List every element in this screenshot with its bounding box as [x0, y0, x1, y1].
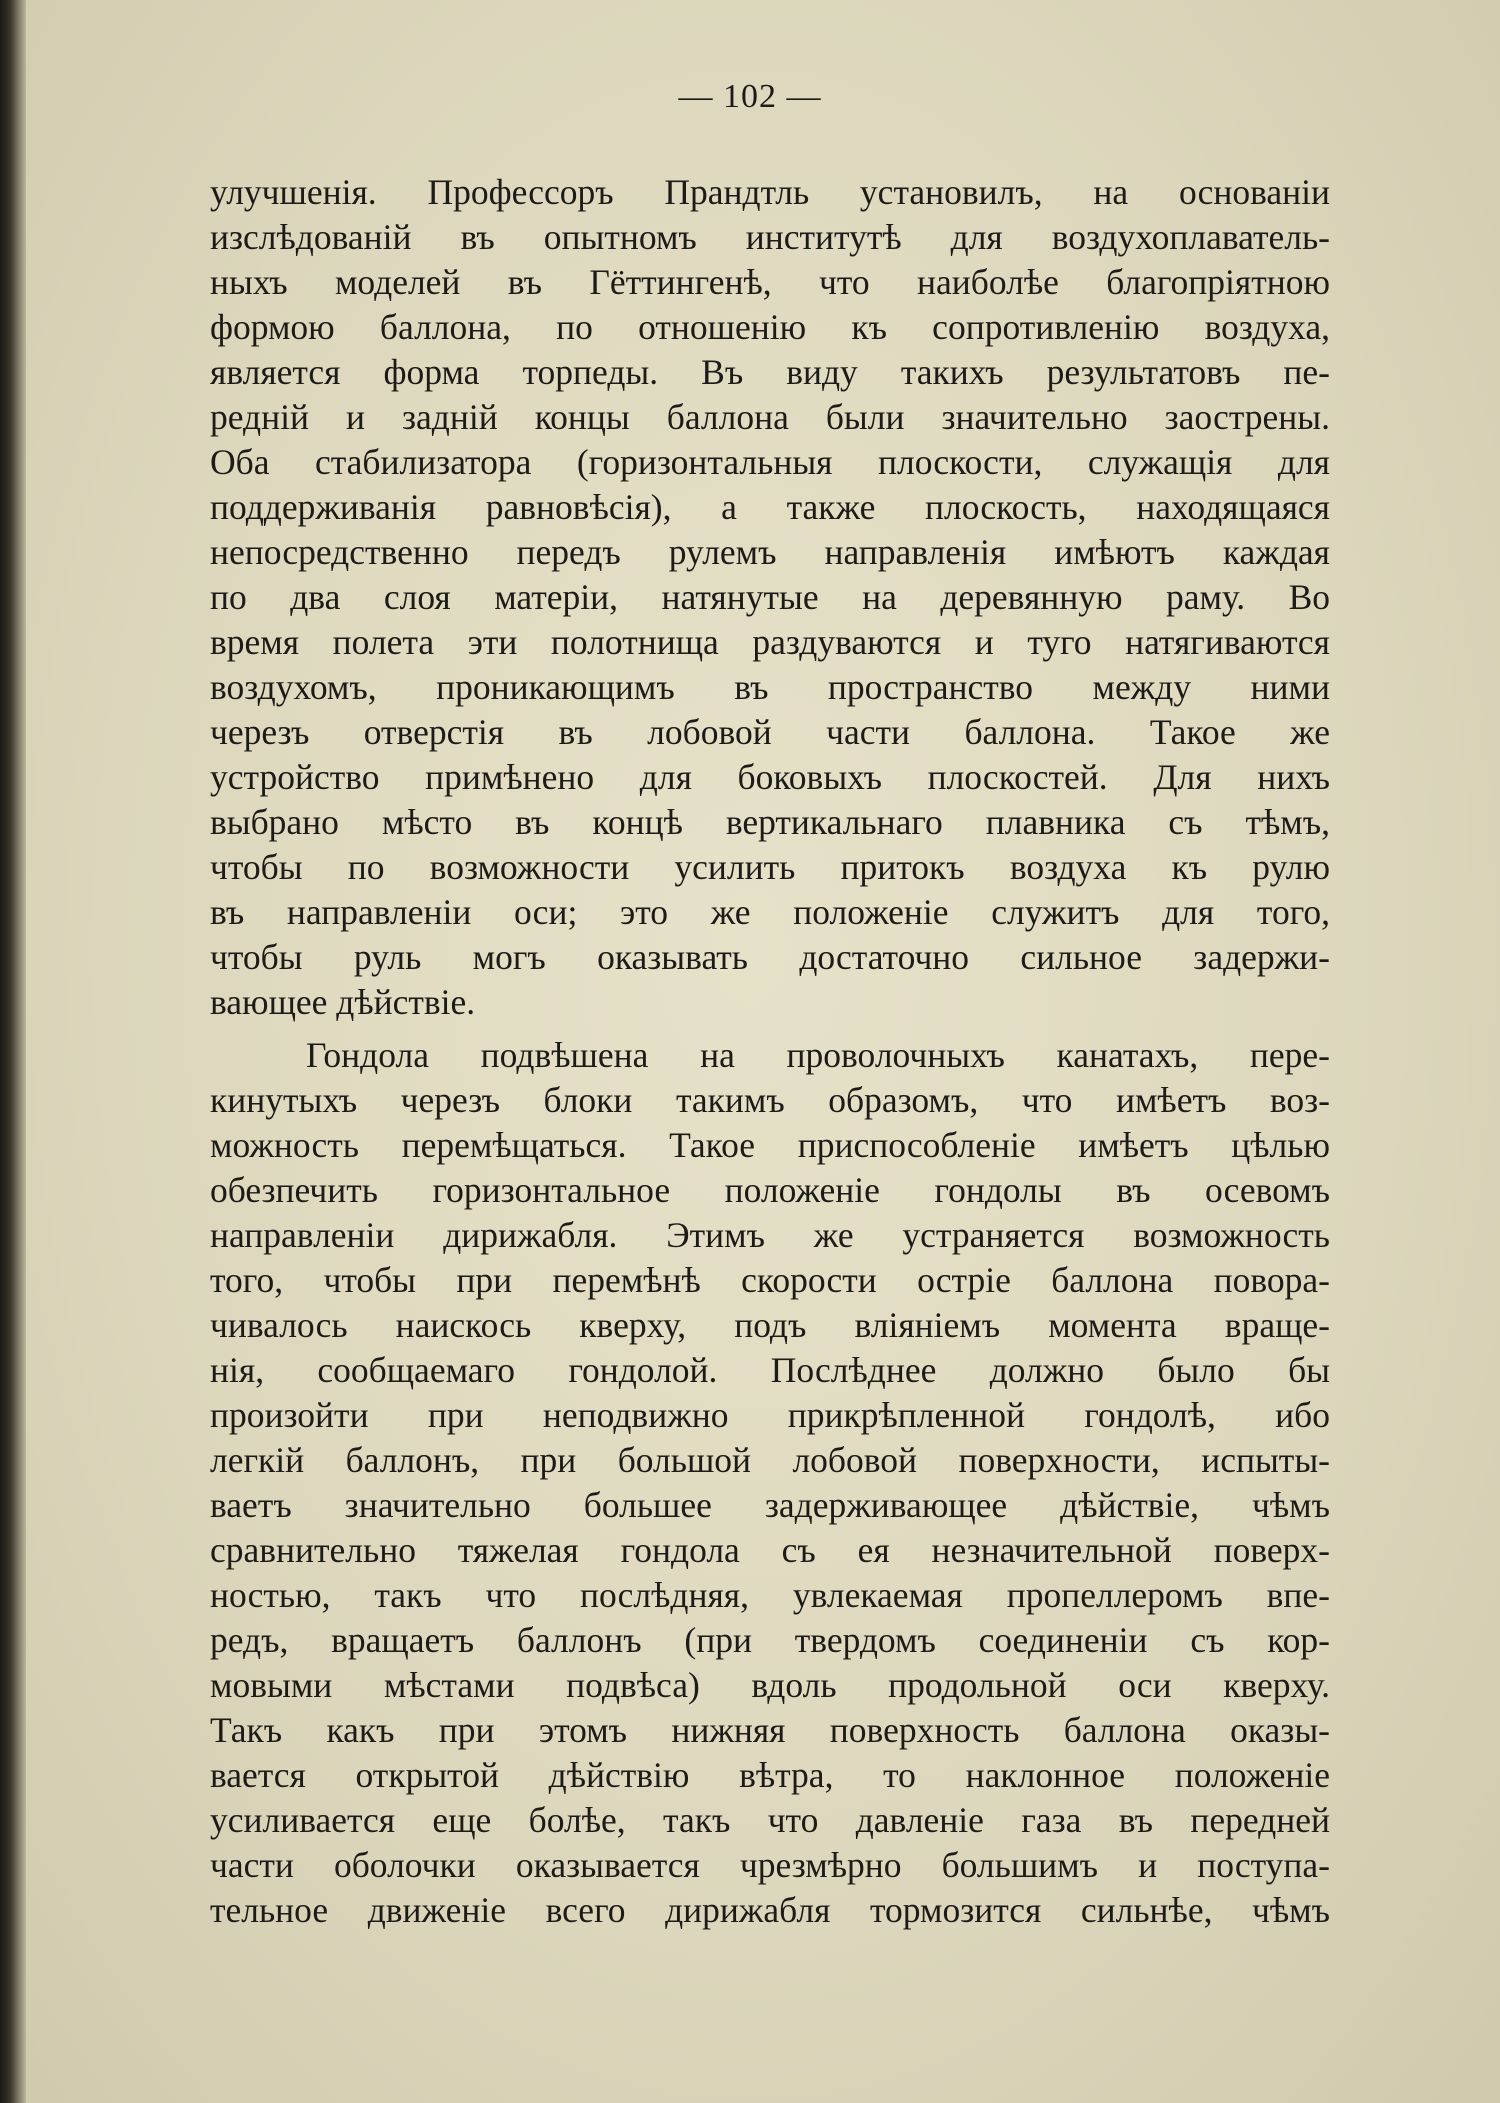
paragraph-spacer — [210, 1025, 1330, 1033]
text-line: по два слоя матеріи, натянутые на деревянную раму. Во — [210, 577, 1330, 617]
text-line: обезпечить горизонтальное положеніе гондолы въ осевомъ — [210, 1170, 1330, 1210]
text-line: мовыми мѣстами подвѣса) вдоль продольной оси кверху. — [210, 1665, 1330, 1705]
text-line: усиливается еще болѣе, такъ что давленіе газа въ передней — [210, 1800, 1330, 1840]
text-line: редній и задній концы баллона были значительно заострены. — [210, 397, 1330, 437]
text-line: формою баллона, по отношенію къ сопротивленію воздуха, — [210, 307, 1330, 347]
text-line: время полета эти полотнища раздуваются и туго натягиваются — [210, 622, 1330, 662]
text-line: улучшенія. Профессоръ Прандтль установилъ, на основаніи — [210, 172, 1330, 212]
page-number: — 102 — — [678, 78, 822, 115]
text-line: вается открытой дѣйствію вѣтра, то наклонное положеніе — [210, 1755, 1330, 1795]
text-line: произойти при неподвижно прикрѣпленной гондолѣ, ибо — [210, 1395, 1330, 1435]
text-line: ныхъ моделей въ Гёттингенѣ, что наиболѣе благопріятною — [210, 262, 1330, 302]
text-line: въ направленіи оси; это же положеніе служитъ для того, — [210, 892, 1330, 932]
paragraph-2 — [210, 1033, 1330, 1933]
body-text — [210, 170, 1330, 1933]
page-binding-edge — [0, 0, 26, 2103]
text-line: сравнительно тяжелая гондола съ ея незначительной поверх- — [210, 1530, 1330, 1570]
text-line: того, чтобы при перемѣнѣ скорости остріе баллона повора- — [210, 1260, 1330, 1300]
text-line: чивалось наискось кверху, подъ вліяніемъ момента враще- — [210, 1305, 1330, 1345]
text-line: поддерживанія равновѣсія), а также плоскость, находящаяся — [210, 487, 1330, 527]
text-line: можность перемѣщаться. Такое приспособленіе имѣетъ цѣлью — [210, 1125, 1330, 1165]
text-line: воздухомъ, проникающимъ въ пространство между ними — [210, 667, 1330, 707]
text-line: является форма торпеды. Въ виду такихъ результатовъ пе- — [210, 352, 1330, 392]
text-line: тельное движеніе всего дирижабля тормозится сильнѣе, чѣмъ — [210, 1890, 1330, 1930]
text-line: черезъ отверстія въ лобовой части баллона. Такое же — [210, 712, 1330, 752]
paragraph-1 — [210, 170, 1330, 1025]
text-line: ваетъ значительно большее задерживающее дѣйствіе, чѣмъ — [210, 1485, 1330, 1525]
text-line: части оболочки оказывается чрезмѣрно большимъ и поступа- — [210, 1845, 1330, 1885]
text-line: нія, сообщаемаго гондолой. Послѣднее должно было бы — [210, 1350, 1330, 1390]
text-line: устройство примѣнено для боковыхъ плоскостей. Для нихъ — [210, 757, 1330, 797]
text-line: чтобы руль могъ оказывать достаточно сильное задержи- — [210, 937, 1330, 977]
text-line: легкій баллонъ, при большой лобовой поверхности, испыты- — [210, 1440, 1330, 1480]
text-line: редъ, вращаетъ баллонъ (при твердомъ соединеніи съ кор- — [210, 1620, 1330, 1660]
text-line: чтобы по возможности усилить притокъ воздуха къ рулю — [210, 847, 1330, 887]
text-line: Такъ какъ при этомъ нижняя поверхность баллона оказы- — [210, 1710, 1330, 1750]
text-line: Оба стабилизатора (горизонтальныя плоскости, служащія для — [210, 442, 1330, 482]
text-line: непосредственно передъ рулемъ направленія имѣютъ каждая — [210, 532, 1330, 572]
text-line: направленіи дирижабля. Этимъ же устраняется возможность — [210, 1215, 1330, 1255]
text-line: изслѣдованій въ опытномъ институтѣ для воздухоплаватель- — [210, 217, 1330, 257]
text-line: вающее дѣйствіе. — [210, 982, 476, 1022]
text-line: ностью, такъ что послѣдняя, увлекаемая пропеллеромъ впе- — [210, 1575, 1330, 1615]
text-line: Гондола подвѣшена на проволочныхъ канатахъ, пере- — [306, 1035, 1330, 1075]
text-line: кинутыхъ черезъ блоки такимъ образомъ, что имѣетъ воз- — [210, 1080, 1330, 1120]
text-line: выбрано мѣсто въ концѣ вертикальнаго плавника съ тѣмъ, — [210, 802, 1330, 842]
